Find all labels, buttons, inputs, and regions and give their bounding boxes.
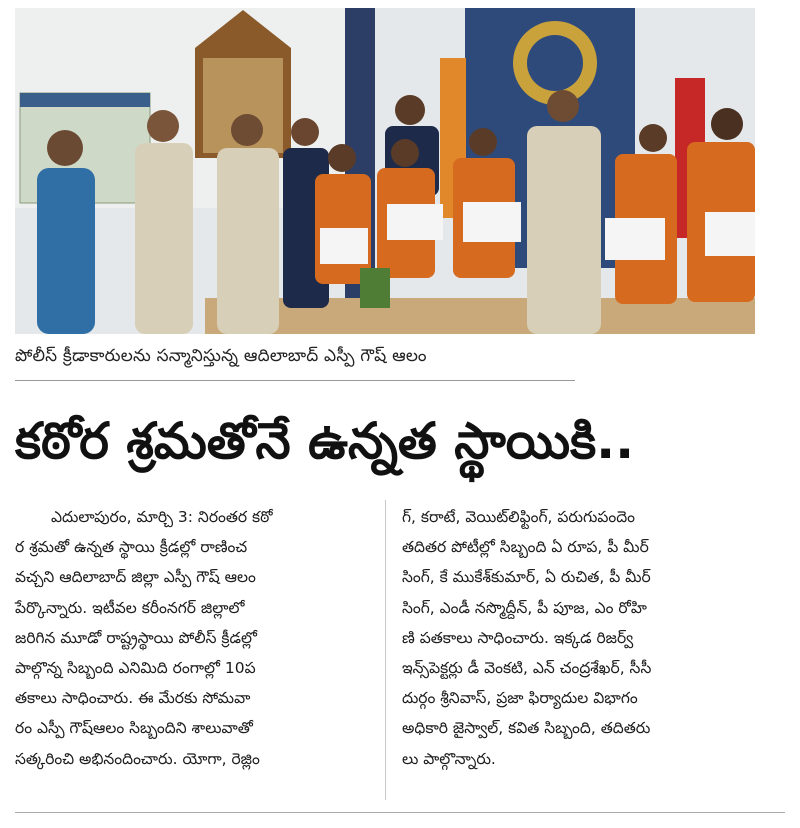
- article-line: దుర్గం శ్రీనివాస్, ప్రజా ఫిర్యాదుల విభాగం: [402, 689, 638, 708]
- article-line: ఇన్స్‌పెక్టర్లు డీ వెంకటి, ఎన్ చంద్రశేఖర్, సీసీ: [402, 659, 652, 678]
- article-line: సత్కరించి అభినందించారు. యోగా, రెజ్లిం: [15, 749, 260, 768]
- article-line: తదితర పోటీల్లో సిబ్బంది ఏ రూప, పీ మీర్: [402, 538, 649, 557]
- caption-divider: [15, 380, 575, 381]
- article-line: సింగ్, కే ముకేశ్‌కుమార్, ఏ రుచిత, పీ మీర్: [402, 568, 651, 587]
- article-line: గ్, కరాటే, వెయిట్‌లిఫ్టింగ్, పరుగుపందెం: [402, 508, 636, 526]
- award-ceremony-photo-icon: [15, 8, 755, 334]
- article-column-left: [15, 502, 375, 774]
- article-line: లు పాల్గొన్నారు.: [402, 749, 496, 768]
- article-line: వచ్చని ఆదిలాబాద్ జిల్లా ఎస్పీ గౌష్ ఆలం: [15, 568, 256, 587]
- article-column-right: [402, 502, 762, 774]
- article-line: అధికారి జైస్వాల్, కవిత సిబ్బంది, తదితరు: [402, 719, 651, 738]
- article-line: తకాలు సాధించారు. ఈ మేరకు సోమవా: [15, 689, 251, 708]
- column-divider: [385, 500, 386, 800]
- article-line: ణి పతకాలు సాధించారు. ఇక్కడ రిజర్వ్: [402, 628, 634, 647]
- headline: కఠోర శ్రమతోనే ఉన్నత స్థాయికి..: [15, 412, 635, 470]
- article-line: పేర్కొన్నారు. ఇటీవల కరీంనగర్ జిల్లాలో: [15, 598, 245, 617]
- article-line: ర శ్రమతో ఉన్నత స్థాయి క్రీడల్లో రాణించ: [15, 538, 248, 557]
- photo-caption: పోలీస్ క్రీడాకారులను సన్మానిస్తున్న ఆదిలాబాద్ ఎస్పీ గౌష్ ఆలం: [15, 346, 427, 366]
- article-line: సింగ్, ఎండీ నస్మొద్దీన్, పీ పూజ, ఎం రోహి: [402, 598, 647, 617]
- news-photo: [15, 8, 755, 334]
- article-line: ఎదులాపురం, మార్చి 3: నిరంతర కఠో: [51, 508, 273, 526]
- article-line: పాల్గొన్న సిబ్బంది ఎనిమిది రంగాల్లో 10ప: [15, 659, 256, 678]
- article-line: జరిగిన మూడో రాష్ట్రస్థాయి పోలీస్ క్రీడల్లో: [15, 628, 257, 647]
- article-line: రం ఎస్పీ గౌష్ఆలం సిబ్బందిని శాలువాతో: [15, 719, 253, 738]
- bottom-divider: [15, 812, 785, 813]
